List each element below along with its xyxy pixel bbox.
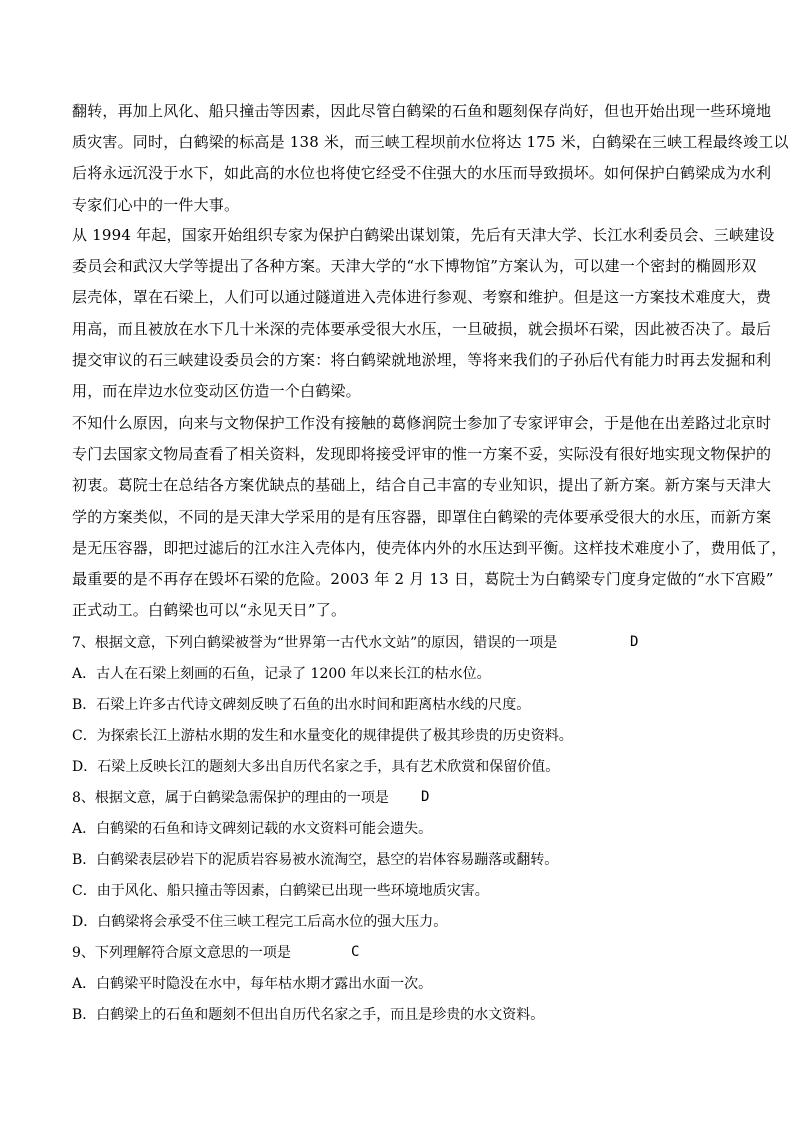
question-7-option-a: A．古人在石梁上刻画的石鱼，记录了 1200 年以来长江的枯水位。 [72, 666, 491, 682]
text-line: 学的方案类似，不同的是天津大学采用的是有压容器，即罩住白鹤梁的壳体要承受很大的水压，而新方案 [72, 507, 772, 526]
passage-paragraph-1 [72, 96, 789, 221]
passage-paragraph-2 [72, 220, 775, 407]
text-line: 从 1994 年起，国家开始组织专家为保护白鹤梁出谋划策，先后有天津大学、长江水利委员会、三峡建设 [72, 226, 775, 244]
question-7-option-d: D．石梁上反映长江的题刻大多出自历代名家之手，具有艺术欣赏和保留价值。 [72, 759, 560, 775]
text-line: 用高，而且被放在水下几十米深的壳体要承受很大水压，一旦破损，就会损坏石梁，因此被否决了。最后 [72, 319, 772, 338]
text-line: 不知什么原因，向来与文物保护工作没有接触的葛修润院士参加了专家评审会，于是他在出差路过北京时 [72, 414, 772, 432]
question-8-option-c: C．由于风化、船只撞击等因素，白鹤梁已出现一些环境地质灾害。 [72, 883, 489, 899]
text-line: 质灾害。同时，白鹤梁的标高是 138 米，而三峡工程坝前水位将达 175 米，白鹤梁在三峡工程最终竣工以 [72, 133, 789, 152]
text-line: 层壳体，罩在石梁上，人们可以通过隧道进入壳体进行参观、考察和维护。但是这一方案技术难度大，费 [72, 288, 772, 307]
question-7-stem: 7、根据文意，下列白鹤梁被誉为“世界第一古代水文站”的原因，错误的一项是 [72, 635, 558, 651]
question-8-answer: D [421, 789, 430, 805]
text-line: 正式动工。白鹤梁也可以“永见天日”了。 [72, 601, 347, 620]
question-7-option-c: C．为探索长江上游枯水期的发生和水量变化的规律提供了极其珍贵的历史资料。 [72, 728, 573, 744]
question-7-answer: D [630, 634, 639, 650]
question-9-option-b: B．白鹤梁上的石鱼和题刻不但出自历代名家之手，而且是珍贵的水文资料。 [72, 1007, 545, 1023]
text-line: 用，而在岸边水位变动区仿造一个白鹤梁。 [72, 382, 361, 401]
question-7-option-b: B．石梁上许多古代诗文碑刻反映了石鱼的出水时间和距离枯水线的尺度。 [72, 697, 531, 713]
text-line: 后将永远沉没于水下，如此高的水位也将使它经受不住强大的水压而导致损坏。如何保护白鹤梁成为水利 [72, 164, 772, 183]
text-line: 最重要的是不再存在毁坏石梁的危险。2003 年 2 月 13 日，葛院士为白鹤梁专门度身定做的“水下宫殿” [72, 570, 774, 589]
text-line: 专门去国家文物局查看了相关资料，发现即将接受评审的惟一方案不妥，实际没有很好地实现文物保护的 [72, 445, 772, 464]
text-line: 是无压容器，即把过滤后的江水注入壳体内，使壳体内外的水压达到平衡。这样技术难度小了，费用低了， [72, 538, 787, 557]
text-line: 委员会和武汉大学等提出了各种方案。天津大学的“水下博物馆”方案认为，可以建一个密封的椭圆形双 [72, 257, 757, 276]
question-8-stem: 8、根据文意，属于白鹤梁急需保护的理由的一项是 [72, 790, 389, 806]
question-9-answer: C [351, 944, 360, 960]
text-line: 初衷。葛院士在总结各方案优缺点的基础上，结合自己丰富的专业知识，提出了新方案。新方案与天津大 [72, 476, 772, 495]
question-8-option-b: B．白鹤梁表层砂岩下的泥质岩容易被水流淘空，悬空的岩体容易蹦落或翻转。 [72, 852, 559, 868]
question-9-option-a: A．白鹤梁平时隐没在水中，每年枯水期才露出水面一次。 [72, 976, 433, 992]
passage-paragraph-3 [72, 408, 787, 626]
question-9-stem: 9、下列理解符合原文意思的一项是 [72, 945, 291, 961]
text-line: 提交审议的石三峡建设委员会的方案：将白鹤梁就地淤埋，等将来我们的子孙后代有能力时再去发掘和利 [72, 350, 772, 369]
text-line: 翻转，再加上风化、船只撞击等因素，因此尽管白鹤梁的石鱼和题刻保存尚好，但也开始出现一些环境地 [72, 102, 772, 120]
question-8-option-d: D．白鹤梁将会承受不住三峡工程完工后高水位的强大压力。 [72, 914, 448, 930]
question-8-option-a: A．白鹤梁的石鱼和诗文碑刻记载的水文资料可能会遗失。 [72, 821, 433, 837]
text-line: 专家们心中的一件大事。 [72, 195, 240, 214]
